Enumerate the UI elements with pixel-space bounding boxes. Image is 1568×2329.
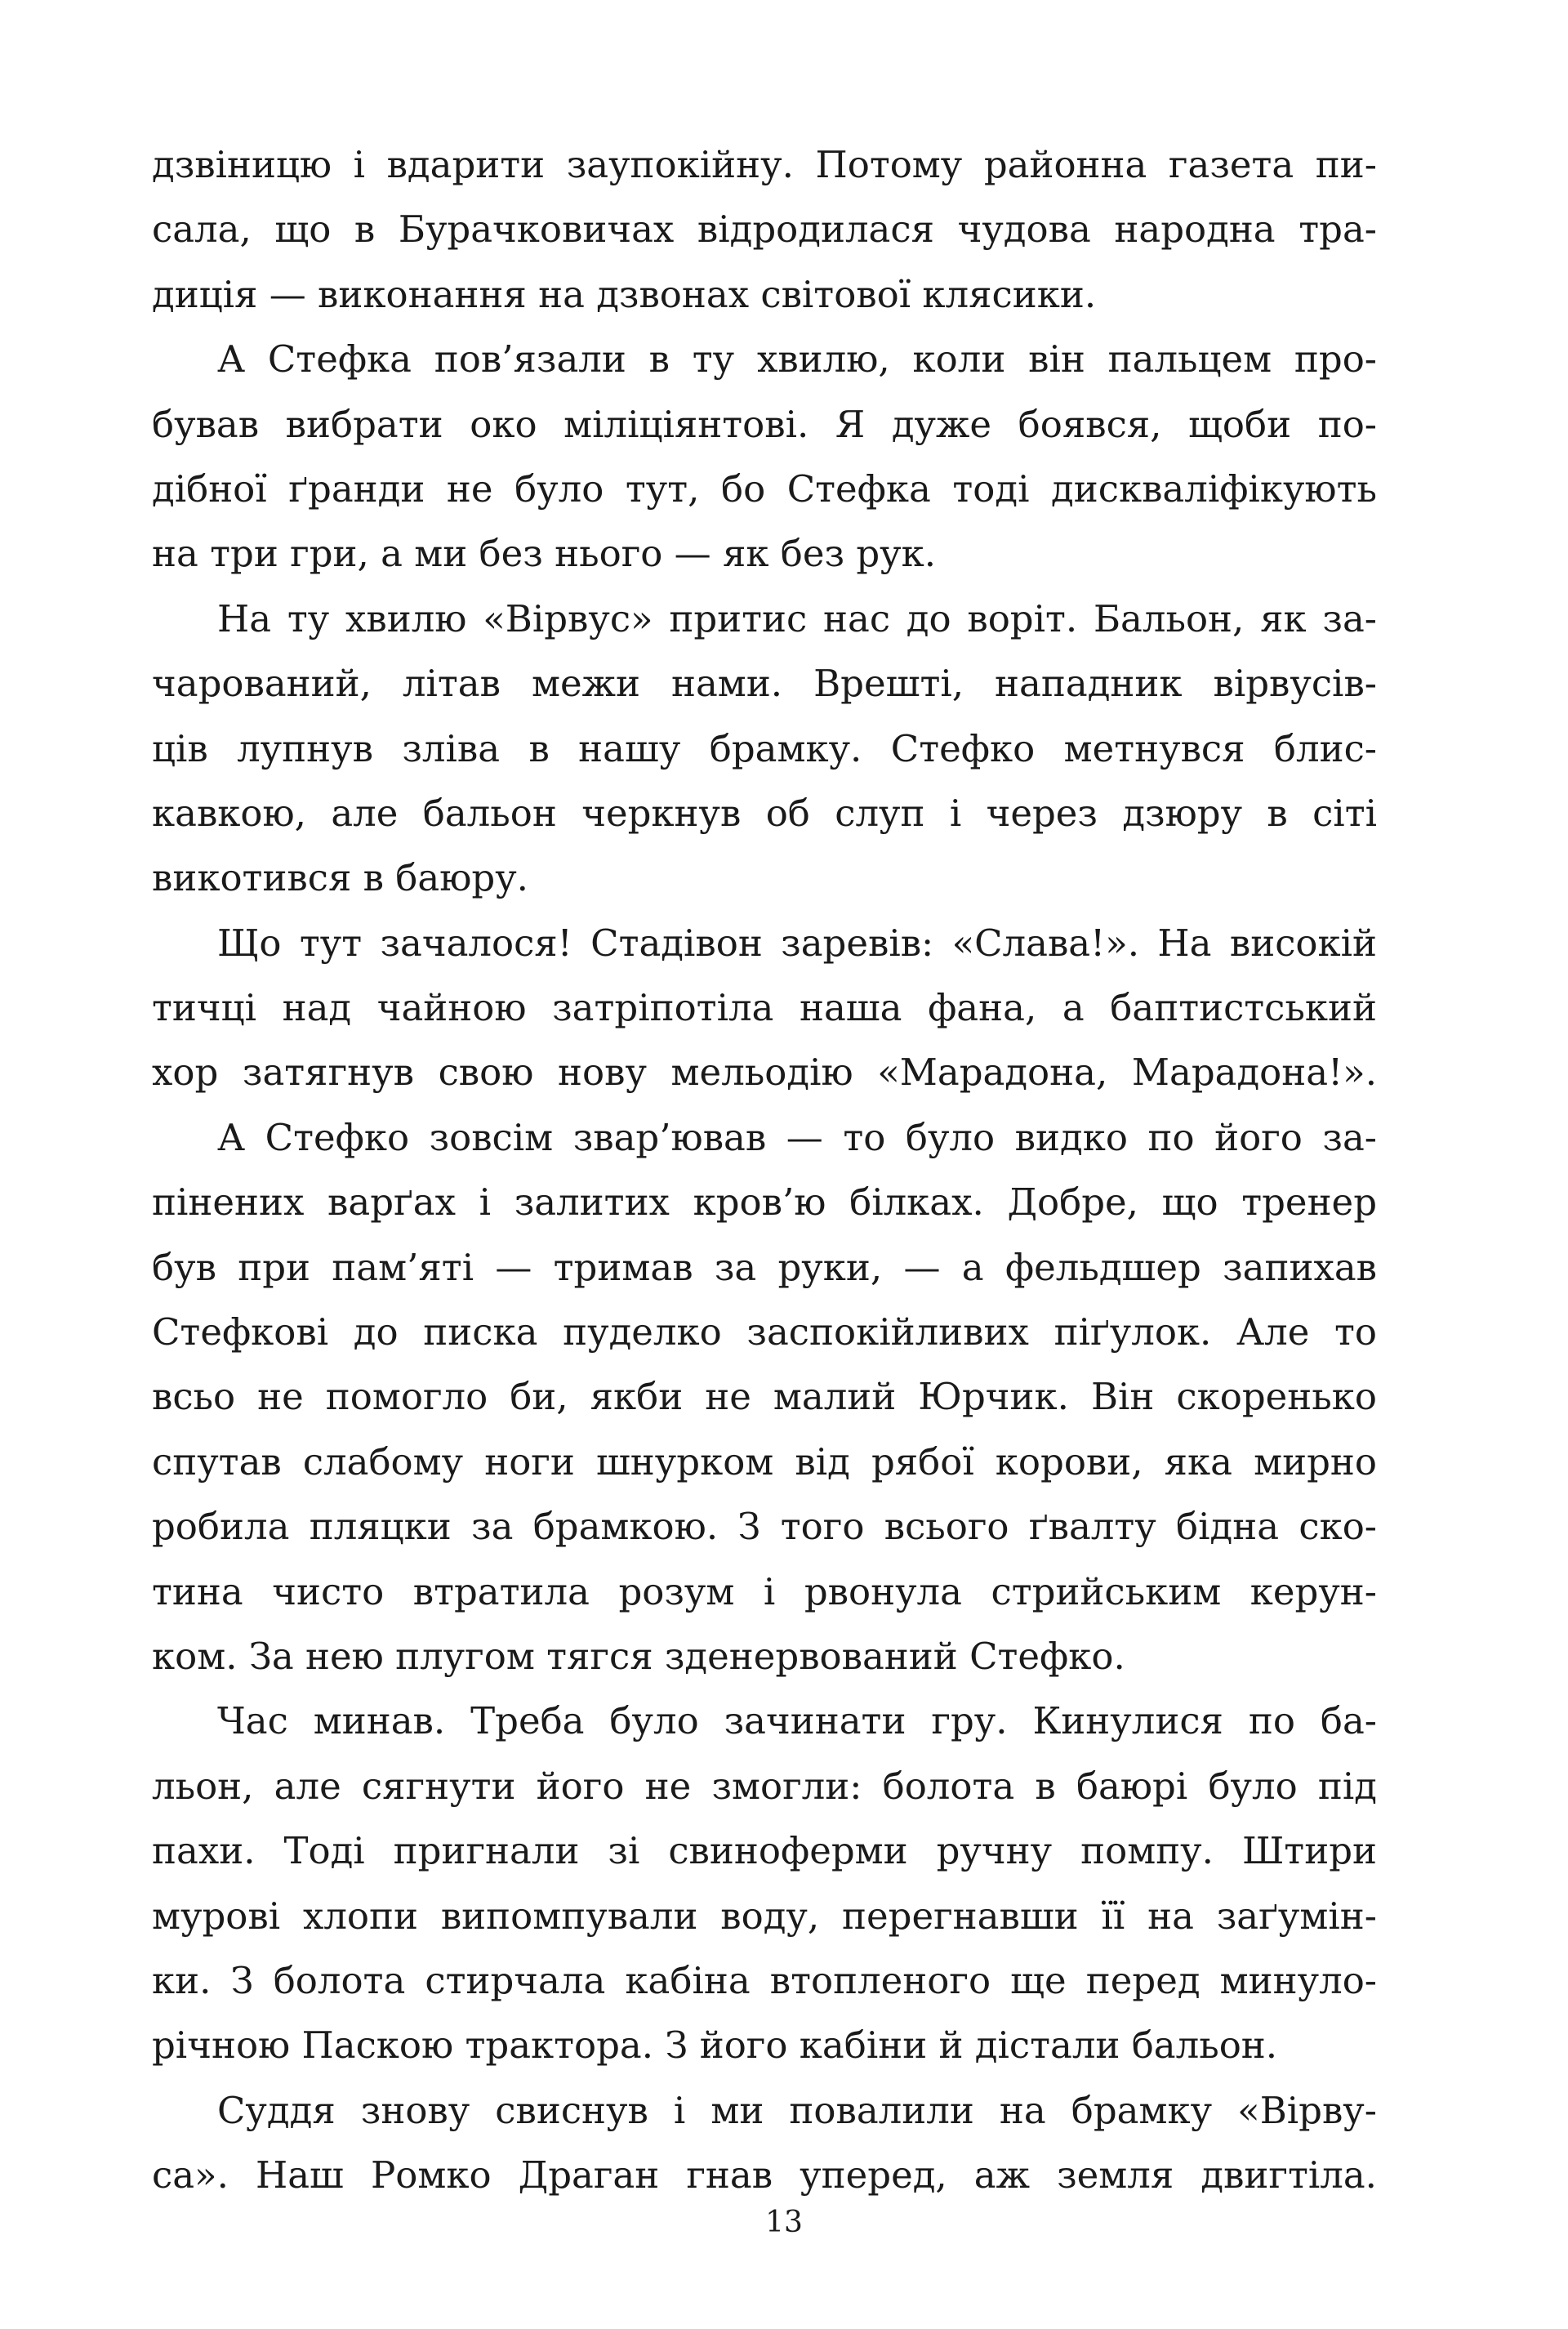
text-line: А Стефко зовсім звар’ював — то було видко по його за- bbox=[217, 1115, 1377, 1159]
text-line: ком. За нею плугом тягся зденервований Стефко. bbox=[152, 1634, 1125, 1678]
text-line: на три гри, а ми без нього — як без рук. bbox=[152, 532, 937, 576]
text-line: бував вибрати око міліціянтові. Я дуже боявся, щоби по- bbox=[152, 402, 1377, 446]
text-line: був при пам’яті — тримав за руки, — а фельдшер запихав bbox=[152, 1245, 1377, 1289]
text-line: тина чисто втратила розум і рвонула стрийським керун- bbox=[152, 1569, 1377, 1613]
text-line: сала, що в Бурачковичах відродилася чудова народна тра- bbox=[152, 207, 1377, 252]
text-line: спутав слабому ноги шнурком від рябої корови, яка мирно bbox=[152, 1439, 1377, 1484]
text-line: Суддя знову свиснув і ми повалили на брамку «Вірву- bbox=[217, 2088, 1377, 2132]
text-line: робила пляцки за брамкою. З того всього ґвалту бідна ско- bbox=[152, 1505, 1377, 1549]
text-line: ців лупнув зліва в нашу брамку. Стефко метнувся блис- bbox=[152, 726, 1377, 770]
text-line: Що тут зачалося! Стадівон заревів: «Слава!». На високій bbox=[217, 921, 1377, 965]
text-line: А Стефка пов’язали в ту хвилю, коли він пальцем про- bbox=[217, 337, 1377, 381]
text-line: Стефкові до писка пуделко заспокійливих піґулок. Але то bbox=[152, 1310, 1377, 1354]
text-line: мурові хлопи випомпували воду, перегнавши її на заґумін- bbox=[152, 1894, 1377, 1938]
text-line: чарований, літав межи нами. Врешті, нападник вірвусів- bbox=[152, 662, 1377, 706]
text-line: льон, але сягнути його не змогли: болота в баюрі було під bbox=[152, 1764, 1377, 1808]
text-line: всьо не помогло би, якби не малий Юрчик. Він скоренько bbox=[152, 1375, 1377, 1419]
text-line: диція — виконання на дзвонах світової клясики. bbox=[152, 272, 1097, 316]
text-line: дібної ґранди не було тут, бо Стефка тоді дискваліфікують bbox=[152, 466, 1377, 511]
text-line: пінених варґах і залитих кров’ю білках. Добре, що тренер bbox=[152, 1180, 1377, 1225]
text-line: викотився в баюру. bbox=[152, 856, 528, 900]
text-line: тичці над чайною затріпотіла наша фана, а баптистський bbox=[152, 986, 1377, 1030]
body-text bbox=[152, 132, 1377, 2208]
text-line: дзвіницю і вдарити заупокійну. Потому районна газета пи- bbox=[152, 143, 1377, 186]
text-line: ки. З болота стирчала кабіна втопленого ще перед минуло- bbox=[152, 1958, 1377, 2002]
text-line: хор затягнув свою нову мельодію «Марадона, Марадона!». bbox=[152, 1051, 1377, 1095]
text-line: Час минав. Треба було зачинати гру. Кинулися по ба- bbox=[217, 1699, 1377, 1743]
page-number: 13 bbox=[765, 2206, 803, 2239]
text-line: річною Паскою трактора. З його кабіни й дістали бальон. bbox=[152, 2023, 1278, 2068]
text-line: пахи. Тоді пригнали зі свиноферми ручну помпу. Штири bbox=[152, 1829, 1377, 1873]
text-line: кавкою, але бальон черкнув об слуп і через дзюру в сіті bbox=[152, 791, 1377, 835]
text-line: са». Наш Ромко Драган гнав уперед, аж земля двигтіла. bbox=[152, 2153, 1377, 2197]
text-line: На ту хвилю «Вірвус» притис нас до воріт. Бальон, як за- bbox=[217, 596, 1377, 640]
